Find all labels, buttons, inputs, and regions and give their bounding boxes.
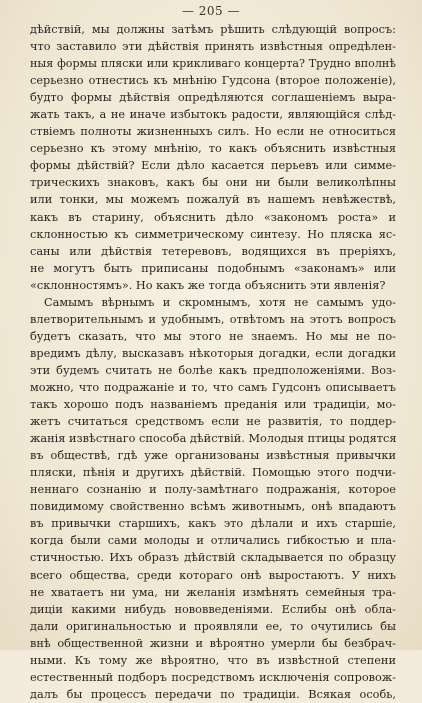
text-line: такъ хорошо подъ названіемъ преданія или традиціи, мо- xyxy=(30,398,396,412)
text-line: будто формы дѣйствія опредѣляются соглашеніемъ выра- xyxy=(30,91,396,105)
text-line: ныя формы пляски или крикливаго концерта? Трудно вполнѣ xyxy=(30,57,396,71)
text-line: серьезно къ этому мнѣнію, то какъ объяснить извѣстныя xyxy=(30,142,396,156)
text-line: ными. Къ тому же вѣроятно, что въ извѣстной степени xyxy=(30,653,396,667)
text-line: серьезно отнестись къ мнѣнію Гудсона (второе положеніе), xyxy=(30,74,396,88)
text-line: диціи какими нибудь нововведеніями. Еслибы онѣ обла- xyxy=(30,602,396,616)
text-line: внѣ общественной жизни и вѣроятно умерли бы безбрач- xyxy=(30,636,396,650)
text-line: трическихъ знаковъ, какъ бы они ни были великолѣпны xyxy=(30,176,396,190)
text-line: Самымъ вѣрнымъ и скромнымъ, хотя не самымъ удо- xyxy=(44,295,396,309)
page-number: — 205 — xyxy=(181,4,241,18)
text-line: жанія извѣстнаго способа дѣйствій. Молодыя птицы родятся xyxy=(30,432,396,446)
text-line: что заставило эти дѣйствія принять извѣстныя опредѣлен- xyxy=(30,40,396,54)
text-line: въ обществѣ, гдѣ уже организованы извѣстныя привычки xyxy=(30,449,396,463)
text-line: далъ бы процессъ передачи по традиціи. Всякая особь, xyxy=(30,687,396,701)
text-line: естественный подборъ посредствомъ исключенія сопровож- xyxy=(30,670,396,684)
text-line: всего общества, среди котораго онѣ выростаютъ. У нихъ xyxy=(30,568,396,582)
text-line: какъ въ старину, объяснить дѣло «закономъ роста» и xyxy=(30,210,396,224)
text-line: когда были сами молоды и отличались гибкостью и пла- xyxy=(30,534,396,548)
text-line: влетворительнымъ и удобнымъ, отвѣтомъ на этотъ вопросъ xyxy=(30,312,396,326)
text-line: повидимому свойственно всѣмъ животнымъ, онѣ впадаютъ xyxy=(30,500,396,514)
text-line: можно, что подражаніе и то, что самъ Гудсонъ описываетъ xyxy=(30,380,396,394)
text-line: ствіемъ полноты жизненныхъ силъ. Но если не относиться xyxy=(30,125,396,139)
text-line: вредимъ дѣлу, высказавъ нѣкоторыя догадки, если догадки xyxy=(30,346,396,360)
text-line: «склонностямъ». Но какъ же тогда объяснить эти явленія? xyxy=(30,278,386,292)
text-line: дали оригинальностью и проявляли ее, то очутились бы xyxy=(30,619,396,633)
text-line: не хватаетъ ни ума, ни желанія измѣнять семейныя тра- xyxy=(30,585,396,599)
text-line: саны или дѣйствія тетеревовъ, водящихся въ прерiяхъ, xyxy=(30,244,396,258)
text-line: дѣйствій, мы должны затѣмъ рѣшить слѣдующій вопросъ: xyxy=(30,23,396,36)
text-line: въ привычки старшихъ, какъ это дѣлали и ихъ старшіе, xyxy=(30,517,396,531)
text-line: склонностью къ симметрическому синтезу. Но пляска яс- xyxy=(30,227,396,241)
text-line: стичностью. Ихъ образъ дѣйствій складывается по образцу xyxy=(30,551,396,565)
text-line: жетъ считаться средствомъ если не развитія, то поддер- xyxy=(30,415,396,429)
text-line: эти будемъ считать не болѣе какъ предположеніями. Воз- xyxy=(30,363,396,377)
text-line: пляски, пѣнія и другихъ дѣйствій. Помощью этого подчи- xyxy=(30,466,396,480)
text-line: будетъ сказать, что мы этого не знаемъ. Но мы не по- xyxy=(30,329,396,343)
text-line: неннаго сознанію и полу-замѣтнаго подражанія, которое xyxy=(30,483,396,497)
text-line: жать такъ, а не иначе избытокъ радости, являющійся слѣд- xyxy=(30,108,396,122)
text-line: формы дѣйствій? Если дѣло касается перьевъ или симме- xyxy=(30,159,396,173)
body-text xyxy=(30,21,396,703)
text-line: не могутъ быть приписаны подобнымъ «законамъ» или xyxy=(30,261,396,275)
text-line: или тонки, мы можемъ пожалуй въ нашемъ невѣжествѣ, xyxy=(30,193,396,207)
